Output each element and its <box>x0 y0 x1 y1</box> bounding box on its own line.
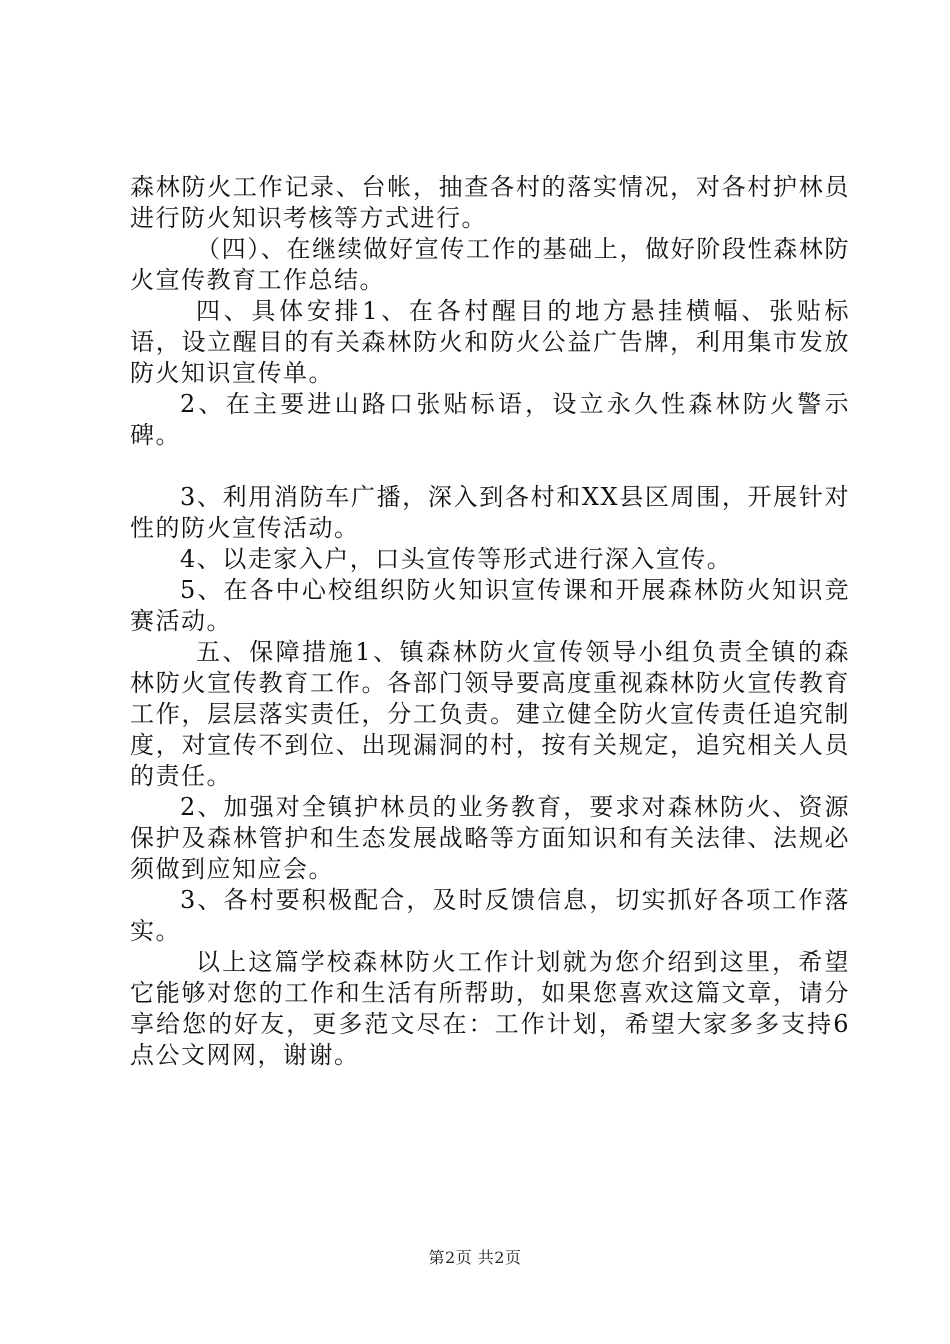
paragraph-measures-1: 五、保障措施1、镇森林防火宣传领导小组负责全镇的森林防火宣传教育工作。各部门领导要高度重视森林防火宣传教育工作，层层落实责任，分工负责。建立健全防火宣传责任追究制度，对宣传不到位、出现漏洞的村，按有关规定，追究相关人员的责任。 <box>130 638 850 790</box>
paragraph-fire-records: 森林防火工作记录、台帐，抽查各村的落实情况，对各村护林员进行防火知识考核等方式进行。 <box>130 173 850 232</box>
paragraph-arrangement-2: 2、在主要进山路口张贴标语，设立永久性森林防火警示碑。 <box>130 390 850 449</box>
paragraph-closing: 以上这篇学校森林防火工作计划就为您介绍到这里，希望它能够对您的工作和生活有所帮助，如果您喜欢这篇文章，请分享给您的好友，更多范文尽在：工作计划，希望大家多多支持6点公文网网，谢谢。 <box>130 948 850 1069</box>
paragraph-stage-summary: （四）、在继续做好宣传工作的基础上，做好阶段性森林防火宣传教育工作总结。 <box>130 235 850 294</box>
paragraph-arrangement-4: 4、以走家入户，口头宣传等形式进行深入宣传。 <box>180 545 733 573</box>
paragraph-measures-3: 3、各村要积极配合，及时反馈信息，切实抓好各项工作落实。 <box>130 886 850 945</box>
page-number-footer: 第2页 共2页 <box>428 1248 522 1267</box>
paragraph-arrangement-3: 3、利用消防车广播，深入到各村和XX县区周围，开展针对性的防火宣传活动。 <box>130 483 850 542</box>
paragraph-measures-2: 2、加强对全镇护林员的业务教育，要求对森林防火、资源保护及森林管护和生态发展战略等方面知识和有关法律、法规必须做到应知应会。 <box>130 793 850 883</box>
document-body <box>130 172 850 1071</box>
paragraph-arrangement-1: 四、具体安排1、在各村醒目的地方悬挂横幅、张贴标语，设立醒目的有关森林防火和防火公益广告牌，利用集市发放防火知识宣传单。 <box>130 297 850 387</box>
paragraph-arrangement-5: 5、在各中心校组织防火知识宣传课和开展森林防火知识竞赛活动。 <box>130 576 850 635</box>
